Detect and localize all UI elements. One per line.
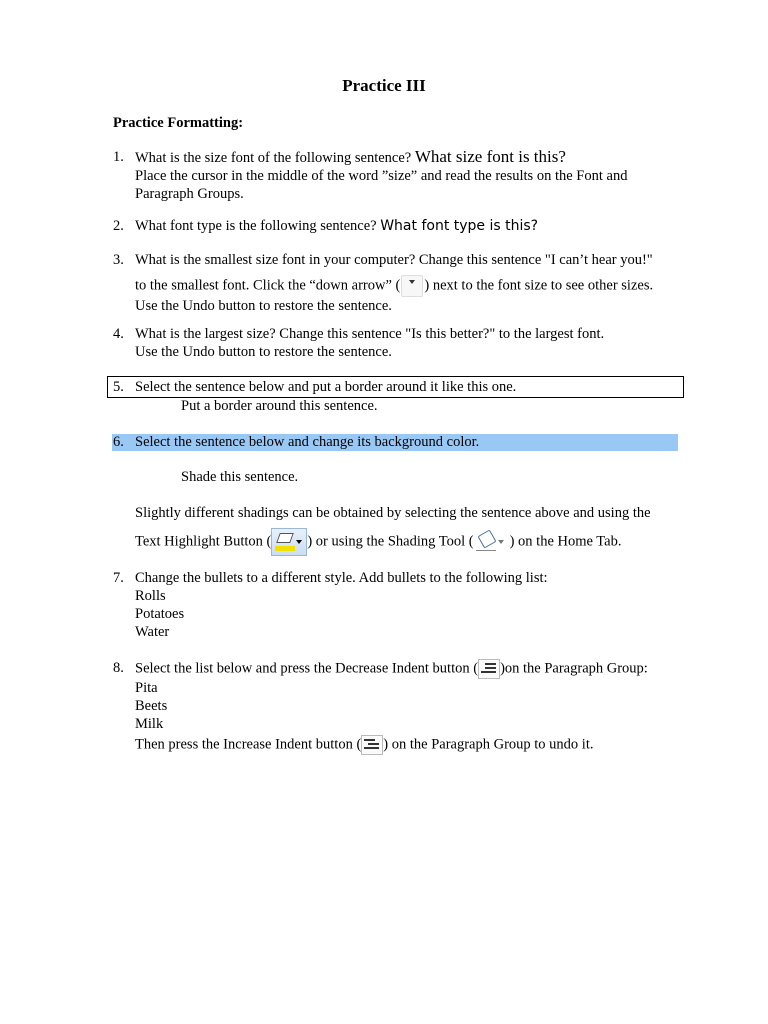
- item-text: ) on the Home Tab.: [509, 533, 622, 550]
- highlighter-icon[interactable]: [271, 528, 307, 556]
- list-entry[interactable]: Milk: [135, 716, 164, 732]
- practice-sentence[interactable]: Shade this sentence.: [181, 469, 299, 485]
- list-entry[interactable]: Pita: [135, 680, 158, 696]
- item-text: Then press the Increase Indent button (: [135, 736, 362, 753]
- item-number: 3.: [113, 252, 124, 268]
- list-entry[interactable]: Water: [135, 624, 170, 640]
- list-item-7: [113, 569, 683, 641]
- item-text: What font type is the following sentence?: [135, 218, 381, 234]
- list-entry[interactable]: Beets: [135, 698, 168, 714]
- item-text: Use the Undo button to restore the sentence.: [135, 298, 392, 314]
- item-text: ) or using the Shading Tool (: [307, 533, 474, 550]
- item-number: 7.: [113, 570, 124, 586]
- list-item-5: [113, 378, 683, 396]
- list-item-8: [113, 659, 693, 755]
- item-text: Text Highlight Button (: [135, 533, 272, 550]
- item-text: Slightly different shadings can be obtained by selecting the sentence above and using the: [135, 505, 651, 521]
- down-arrow-icon[interactable]: [401, 275, 423, 297]
- practice-sentence[interactable]: Put a border around this sentence.: [181, 398, 378, 414]
- increase-indent-icon[interactable]: [361, 735, 383, 755]
- item-number: 6.: [113, 434, 124, 450]
- list-item-1: [113, 148, 683, 203]
- item-text: Select the sentence below and put a border around it like this one.: [135, 379, 517, 395]
- item-number: 5.: [113, 379, 124, 395]
- list-item-3: [113, 251, 683, 315]
- list-entry[interactable]: Potatoes: [135, 606, 185, 622]
- item-text: Change the bullets to a different style. Add bullets to the following list:: [135, 570, 548, 586]
- item-text: Select the list below and press the Decrease Indent button (: [135, 660, 479, 677]
- shading-note: [135, 504, 695, 556]
- item-text: to the smallest font. Click the “down arrow” (: [135, 277, 401, 294]
- paint-bucket-icon[interactable]: [474, 529, 510, 555]
- item-number: 2.: [113, 218, 124, 234]
- list-item-4: [113, 325, 683, 361]
- item-text: Paragraph Groups.: [135, 186, 244, 202]
- sample-sentence[interactable]: What font type is this?: [380, 218, 539, 234]
- item-text: ) next to the font size to see other sizes.: [424, 277, 654, 294]
- item-text: )on the Paragraph Group:: [500, 660, 648, 677]
- item-text: Select the sentence below and change its background color.: [135, 434, 480, 450]
- page-title: Practice III: [342, 76, 426, 95]
- list-item-6: [113, 433, 683, 451]
- item-text: What is the size font of the following sentence?: [135, 150, 415, 166]
- item-number: 1.: [113, 149, 124, 165]
- item-text: What is the largest size? Change this sentence "Is this better?" to the largest font.: [135, 326, 605, 342]
- item-text: ) on the Paragraph Group to undo it.: [383, 736, 594, 753]
- sample-sentence[interactable]: What size font is this?: [414, 147, 566, 166]
- item-number: 8.: [113, 660, 124, 676]
- section-heading: Practice Formatting:: [113, 115, 244, 131]
- item-text: What is the smallest size font in your computer? Change this sentence "I can’t hear you!": [135, 252, 653, 268]
- decrease-indent-icon[interactable]: [478, 659, 500, 679]
- item-text: Place the cursor in the middle of the word ”size” and read the results on the Font and: [135, 168, 628, 184]
- item-number: 4.: [113, 326, 124, 342]
- item-text: Use the Undo button to restore the sentence.: [135, 344, 392, 360]
- list-entry[interactable]: Rolls: [135, 588, 166, 604]
- list-item-2: [113, 217, 683, 235]
